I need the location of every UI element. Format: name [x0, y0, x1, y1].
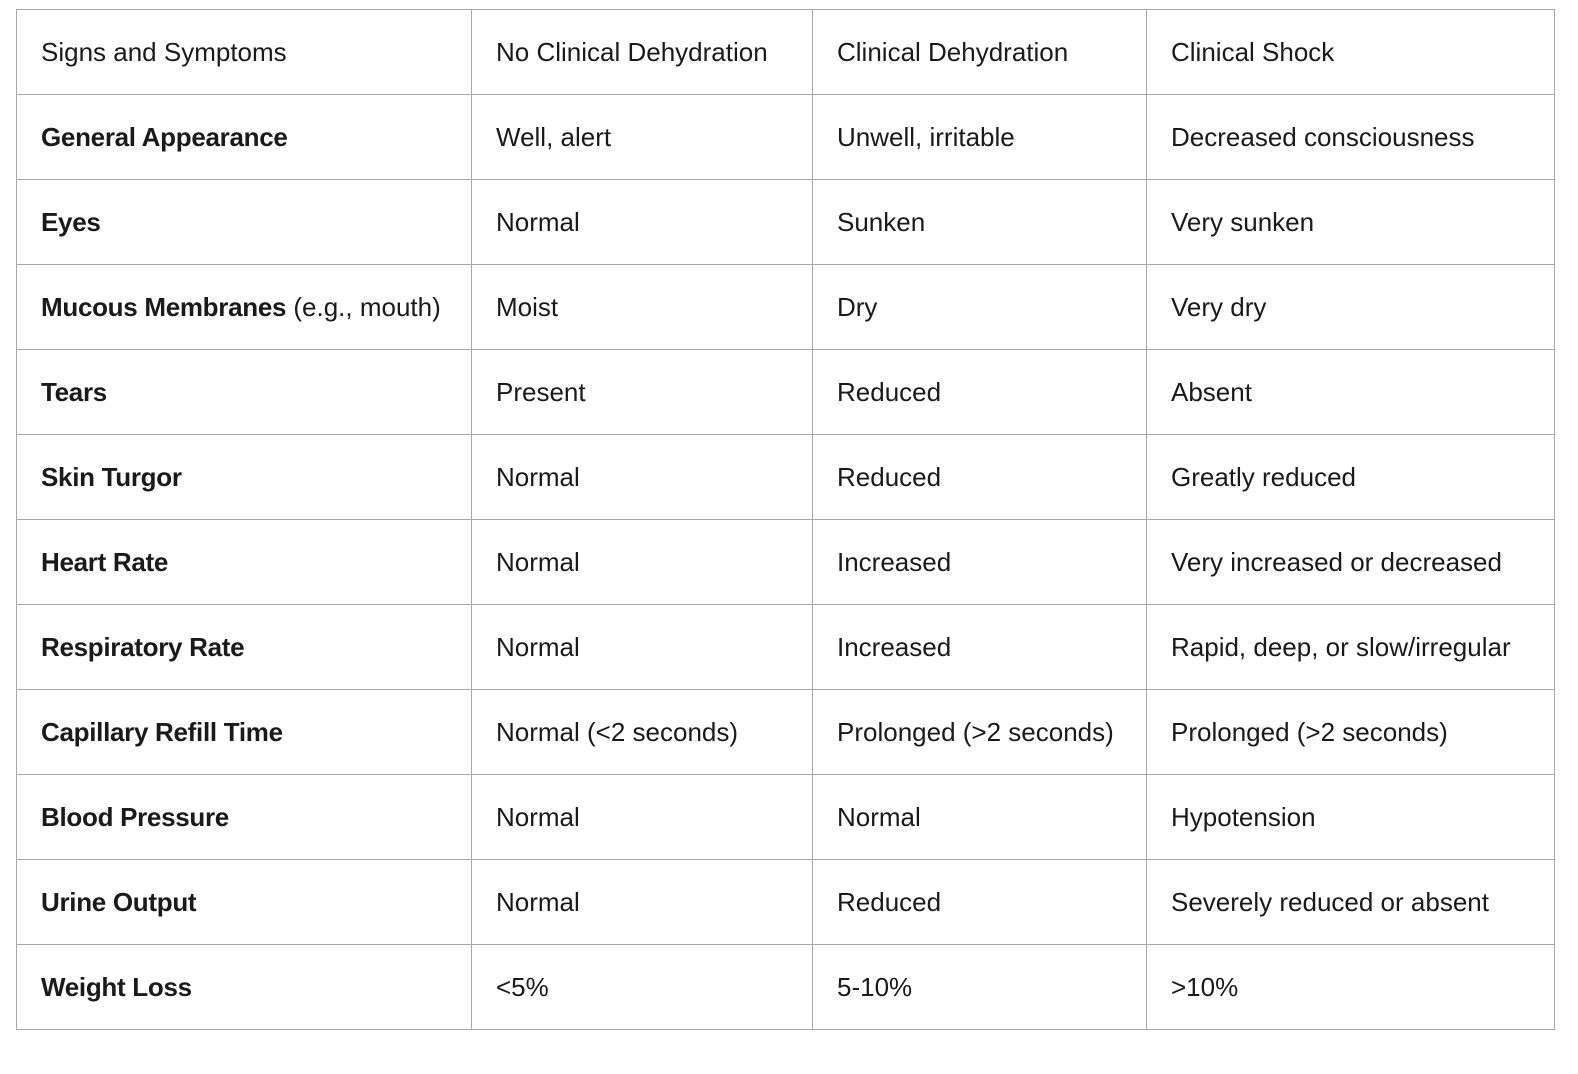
header-clinical-dehydration: Clinical Dehydration — [813, 10, 1147, 95]
row-label-cell — [17, 860, 472, 945]
row-label: Blood Pressure — [41, 801, 229, 832]
table-row — [17, 605, 1555, 690]
table-cell: Well, alert — [472, 95, 813, 180]
table-cell: Normal — [472, 180, 813, 265]
table-row — [17, 265, 1555, 350]
table-cell: Normal — [472, 860, 813, 945]
row-label: Tears — [41, 376, 107, 407]
table-cell: Unwell, irritable — [813, 95, 1147, 180]
table-cell: Decreased consciousness — [1147, 95, 1555, 180]
table-row — [17, 775, 1555, 860]
table-row — [17, 350, 1555, 435]
row-label-cell — [17, 350, 472, 435]
table-header-row — [17, 10, 1555, 95]
table-row — [17, 180, 1555, 265]
table-cell: Normal — [472, 775, 813, 860]
table-row — [17, 95, 1555, 180]
table-body — [17, 95, 1555, 1030]
row-label: Skin Turgor — [41, 461, 182, 492]
row-label: Respiratory Rate — [41, 631, 245, 662]
row-label: Capillary Refill Time — [41, 716, 283, 747]
row-label-cell — [17, 775, 472, 860]
row-label-cell — [17, 435, 472, 520]
row-label-cell — [17, 690, 472, 775]
row-label: Urine Output — [41, 886, 197, 917]
table-cell: Very sunken — [1147, 180, 1555, 265]
dehydration-table — [16, 9, 1555, 1030]
table-cell: Present — [472, 350, 813, 435]
table-row — [17, 860, 1555, 945]
table-cell: Sunken — [813, 180, 1147, 265]
row-label: General Appearance — [41, 121, 288, 152]
row-label: Heart Rate — [41, 546, 169, 577]
table-cell: 5-10% — [813, 945, 1147, 1030]
row-label-cell — [17, 265, 472, 350]
table-cell: Very increased or decreased — [1147, 520, 1555, 605]
table-cell: Moist — [472, 265, 813, 350]
table-cell: Prolonged (>2 seconds) — [813, 690, 1147, 775]
table-cell: Increased — [813, 520, 1147, 605]
table-cell: Absent — [1147, 350, 1555, 435]
table-cell: Hypotension — [1147, 775, 1555, 860]
row-label-cell — [17, 605, 472, 690]
header-signs-and-symptoms: Signs and Symptoms — [17, 10, 472, 95]
header-no-clinical-dehydration: No Clinical Dehydration — [472, 10, 813, 95]
row-label: Mucous Membranes — [41, 291, 287, 322]
row-label-cell — [17, 95, 472, 180]
row-label: Weight Loss — [41, 971, 192, 1002]
row-label: Eyes — [41, 206, 101, 237]
table-cell: Dry — [813, 265, 1147, 350]
table-cell: Normal — [813, 775, 1147, 860]
table-cell: Rapid, deep, or slow/irregular — [1147, 605, 1555, 690]
row-label-cell — [17, 180, 472, 265]
table-cell: Very dry — [1147, 265, 1555, 350]
table-cell: Prolonged (>2 seconds) — [1147, 690, 1555, 775]
table-cell: Normal — [472, 520, 813, 605]
table-cell: Severely reduced or absent — [1147, 860, 1555, 945]
table-row — [17, 435, 1555, 520]
row-label-cell — [17, 520, 472, 605]
table-cell: Normal — [472, 435, 813, 520]
table-cell: Reduced — [813, 435, 1147, 520]
table-row — [17, 520, 1555, 605]
table-cell: Normal (<2 seconds) — [472, 690, 813, 775]
table-cell: Increased — [813, 605, 1147, 690]
header-clinical-shock: Clinical Shock — [1147, 10, 1555, 95]
row-label-note: (e.g., mouth) — [286, 291, 441, 322]
table-cell: <5% — [472, 945, 813, 1030]
table-cell: Normal — [472, 605, 813, 690]
table-row — [17, 690, 1555, 775]
table-row — [17, 945, 1555, 1030]
table-cell: Reduced — [813, 350, 1147, 435]
row-label-cell — [17, 945, 472, 1030]
table-cell: Reduced — [813, 860, 1147, 945]
table-cell: Greatly reduced — [1147, 435, 1555, 520]
table-cell: >10% — [1147, 945, 1555, 1030]
